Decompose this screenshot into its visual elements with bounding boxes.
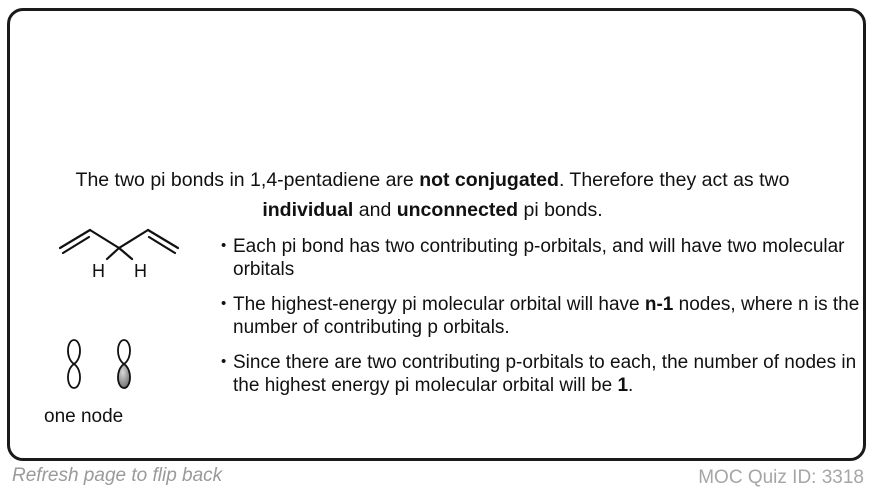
intro-part-1: The two pi bonds in 1,4-pentadiene are	[75, 169, 420, 191]
right-single-bond	[119, 230, 148, 248]
bullet-item	[221, 293, 861, 339]
intro-part-4: pi bonds.	[518, 199, 603, 221]
p-orbital-left-icon	[68, 340, 80, 388]
hydrogen-right-label: H	[134, 261, 147, 281]
bullet-2-text-a: The highest-energy pi molecular orbital will have	[233, 294, 645, 315]
one-node-caption: one node	[44, 406, 124, 427]
quiz-id-label: MOC Quiz ID: 3318	[698, 467, 864, 488]
bullet-1-text: Each pi bond has two contributing p-orbitals, and will have two molecular orbitals	[233, 236, 845, 280]
intro-bold-unconnected: unconnected	[396, 199, 519, 221]
bullet-item	[221, 351, 861, 397]
intro-bold-individual: individual	[262, 199, 354, 221]
pentadiene-structure	[52, 224, 187, 284]
bullet-3-text-b: .	[628, 375, 634, 396]
left-single-bond	[90, 230, 119, 248]
bullet-2-bold: n-1	[644, 294, 674, 315]
p-orbital-right-icon	[118, 340, 130, 388]
bullet-3-bold: 1	[617, 375, 629, 396]
intro-part-3: and	[353, 199, 397, 221]
hydrogen-left-label: H	[92, 261, 105, 281]
bullet-2-text-b: nodes, where n is the number of contributing p orbitals.	[233, 294, 860, 338]
intro-part-2: . Therefore they act as two	[558, 169, 790, 191]
refresh-hint: Refresh page to flip back	[12, 465, 223, 486]
intro-text	[0, 165, 865, 225]
c-h-bond-right	[119, 248, 132, 259]
intro-bold-not-conjugated: not conjugated	[419, 169, 559, 191]
p-orbital-node-icons	[60, 338, 140, 390]
c-h-bond-left	[107, 248, 119, 259]
bullet-item	[221, 235, 861, 281]
explanation-list	[221, 235, 861, 409]
bullet-3-text-a: Since there are two contributing p-orbitals to each, the number of nodes in the highest energy pi molecular orbital will be	[233, 352, 857, 396]
